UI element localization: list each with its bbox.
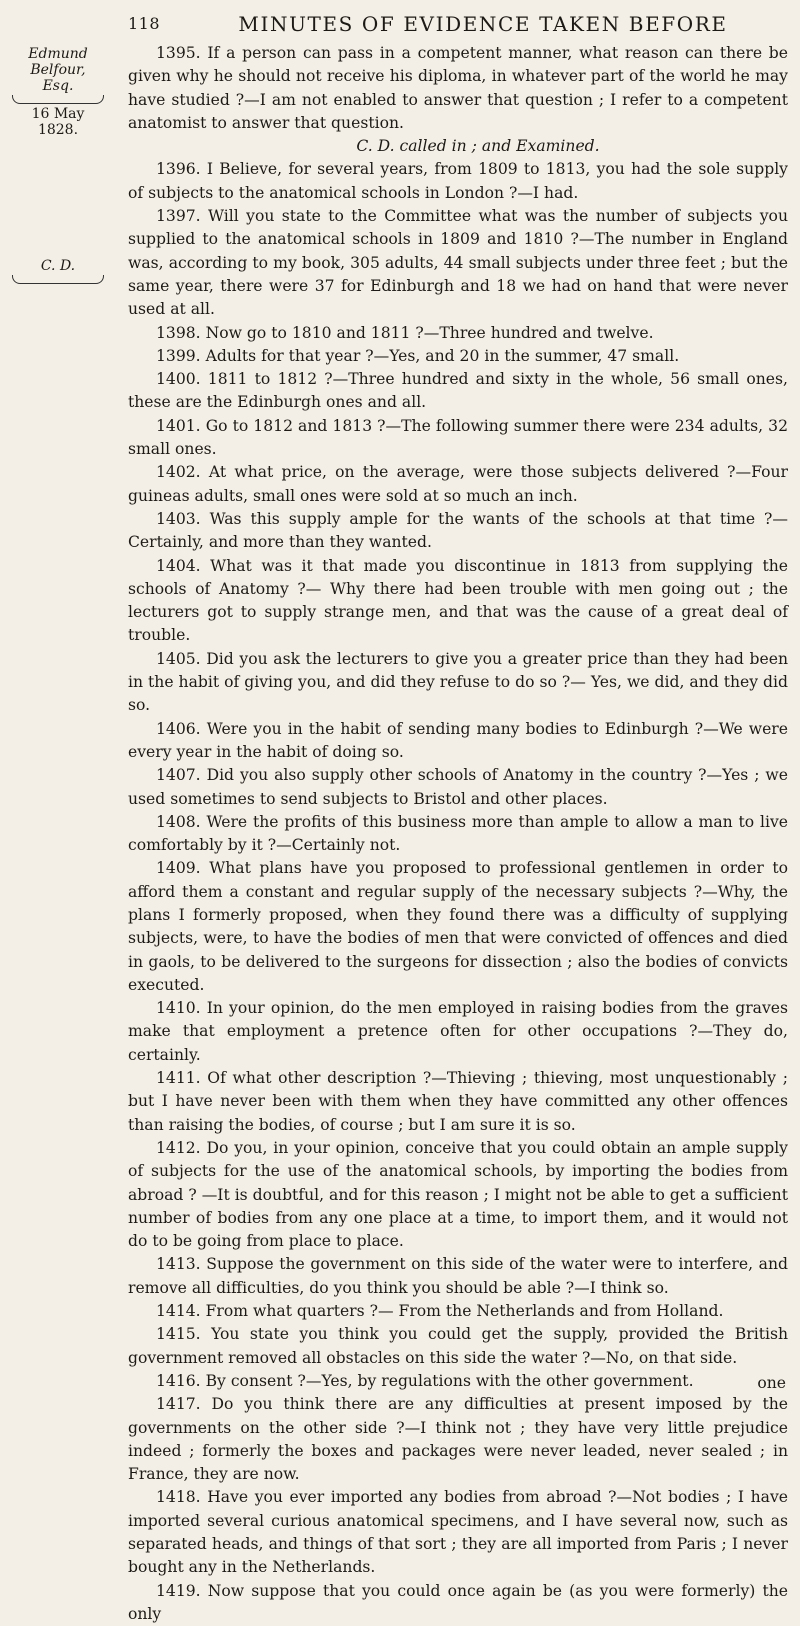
paragraph-1407: 1407. Did you also supply other schools of Anatomy in the country ?—Yes ; we used sometimes to send subjects to Bristol and other places. [128,766,788,808]
paragraph-1395: 1395. If a person can pass in a competent manner, what reason can there be given why he should not receive his diploma, in whatever part of the world he may have studied ?—I am not enabled to answer that question ; I refer to a competent anatomist to answer that question. [128,44,788,132]
paragraph-1398: 1398. Now go to 1810 and 1811 ?—Three hundred and twelve. [156,323,654,342]
paragraph-1396: 1396. I Believe, for several years, from 1809 to 1813, you had the sole supply of subjects to the anatomical schools in London ?—I had. [128,160,788,202]
paragraph-1405: 1405. Did you ask the lecturers to give you a greater price than they had been in the habit of giving you, and did they refuse to do so ?— Yes, we did, and they did so. [128,649,788,715]
date-year: 1828. [37,122,79,138]
paragraph-1418: 1418. Have you ever imported any bodies from abroad ?—Not bodies ; I have imported several curious anatomical specimens, and I have several now, such as separated heads, and things of that sort ; they are all imported from Paris ; I never bought any in the Netherlands. [128,1488,788,1577]
paragraph-1404: 1404. What was it that made you discontinue in 1813 from supplying the schools of Anatomy ?— Why there had been trouble with men going out ; the lecturers got to supply strange men, and that was the cause of a great deal of trouble. [128,556,788,645]
page-number: 118 [128,14,161,33]
paragraph-1408: 1408. Were the profits of this business more than ample to allow a man to live comfortably by it ?—Certainly not. [128,812,788,855]
paragraph-1397: 1397. Will you state to the Committee what was the number of subjects you supplied to the anatomical schools in 1809 and 1810 ?—The number in England was, according to my book, 305 adults, 44 small subjects under three feet ; but the same year, there were 37 for Edinburgh and 18 we had on hand that were never used at all. [128,207,788,319]
margin-brace [12,95,104,104]
paragraph-1410: 1410. In your opinion, do the men employed in raising bodies from the graves make that employment a pretence often for other occupations ?—They do, certainly. [128,999,788,1064]
page-header [128,6,788,36]
running-head: MINUTES OF EVIDENCE TAKEN BEFORE [238,12,728,36]
paragraph-1399: 1399. Adults for that year ?—Yes, and 20 in the summer, 47 small. [156,346,680,365]
witness-1-title: Esq. [42,78,74,94]
witness-1-name: Edmund Belfour, [28,46,88,78]
witness-callout: C. D. called in ; and Examined. [356,137,600,156]
paragraph-1402: 1402. At what price, on the average, were those subjects delivered ?—Four guineas adults, small ones were sold at so much an inch. [128,463,788,505]
margin-brace [12,275,104,284]
paragraph-1403: 1403. Was this supply ample for the wants of the schools at that time ?—Certainly, and more than they wanted. [128,509,788,552]
paragraph-1414: 1414. From what quarters ?— From the Netherlands and from Holland. [156,1302,724,1321]
paragraph-1419: 1419. Now suppose that you could once again be (as you were formerly) the only [128,1581,788,1623]
testimony-body [128,42,788,1626]
witness-2-name: C. D. [40,258,76,274]
paragraph-1417: 1417. Do you think there are any difficulties at present imposed by the governments on the other side ?—I think not ; they have very little prejudice indeed ; formerly the boxes and packages were never leaded, never sealed ; in France, they are now. [128,1395,788,1484]
paragraph-1412: 1412. Do you, in your opinion, conceive that you could obtain an ample supply of subjects for the use of the anatomical schools, by importing the bodies from abroad ? —It is doubtful, and for this reason ; I might not be able to get a sufficient number of bodies from any one place at a time, to import them, and it would not do to be going from place to place. [128,1138,788,1251]
catchword: one [757,1374,786,1392]
margin-note-witness-1 [6,46,110,138]
paragraph-1411: 1411. Of what other description ?—Thieving ; thieving, most unquestionably ; but I have never been with them when they have committed any other offences than raising the bodies, of course ; but I am sure it is so. [128,1069,788,1134]
paragraph-1406: 1406. Were you in the habit of sending many bodies to Edinburgh ?—We were every year in the habit of doing so. [128,719,788,761]
paragraph-1416: 1416. By consent ?—Yes, by regulations with the other government. [156,1371,694,1390]
paragraph-1401: 1401. Go to 1812 and 1813 ?—The following summer there were 234 adults, 32 small ones. [128,416,788,459]
margin-note-witness-2 [6,258,110,286]
paragraph-1409: 1409. What plans have you proposed to professional gentlemen in order to afford them a constant and regular supply of the necessary subjects ?—Why, the plans I formerly proposed, when they found there was a difficulty of supplying subjects, were, to have the bodies of men that were convicted of offences and died in gaols, to be delivered to the surgeons for dissection ; also the bodies of convicts executed. [128,859,788,994]
paragraph-1400: 1400. 1811 to 1812 ?—Three hundred and sixty in the whole, 56 small ones, these are the Edinburgh ones and all. [128,370,788,412]
paragraph-1415: 1415. You state you think you could get the supply, provided the British government removed all obstacles on this side the water ?—No, on that side. [128,1325,788,1367]
paragraph-1413: 1413. Suppose the government on this side of the water were to interfere, and remove all difficulties, do you think you should be able ?—I think so. [128,1255,788,1297]
date-day: 16 May [31,106,85,122]
